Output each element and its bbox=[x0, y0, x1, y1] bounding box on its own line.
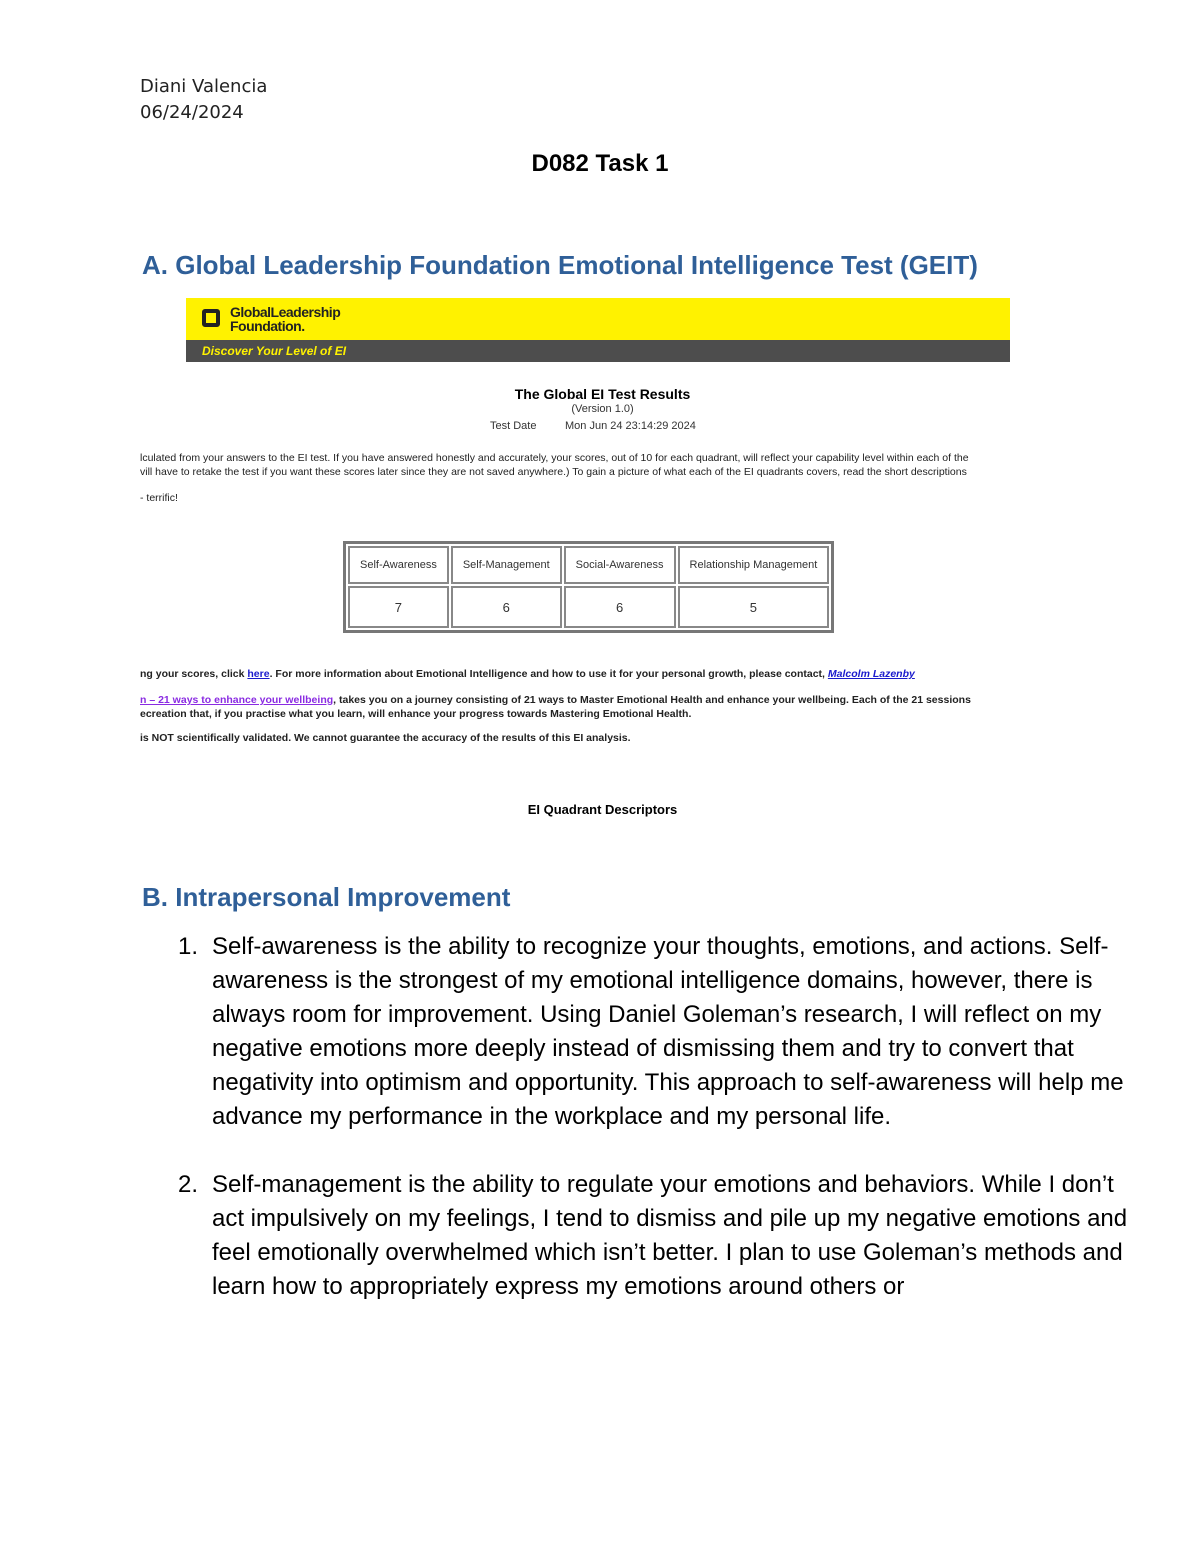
results-note: - terrific! bbox=[140, 492, 178, 504]
list-item-text: Self-awareness is the ability to recognize your thoughts, emotions, and actions. Self-awareness is the strongest of my emotional intelligence domains, however, there is always room for improvement. Using Daniel Goleman’s research, I will reflect on my negative emotions more deeply instead of dismissing them and try to convert that negativity into optimism and opportunity. This approach to self-awareness will help me advance my performance in the workplace and my personal life. bbox=[212, 933, 1124, 1130]
course-line-2: ecreation that, if you practise what you learn, will enhance your progress towards Mastering Emotional Health. bbox=[140, 708, 692, 720]
table-value-row bbox=[348, 586, 829, 628]
section-a-heading: A. Global Leadership Foundation Emotional Intelligence Test (GEIT) bbox=[142, 250, 978, 280]
table-header-cell: Self-Management bbox=[451, 546, 562, 584]
table-header-cell: Relationship Management bbox=[678, 546, 830, 584]
list-number: 1. bbox=[178, 933, 199, 960]
course-text-1: , takes you on a journey consisting of 21 ways to Master Emotional Health and enhance your wellbeing. Each of the 21 sessions bbox=[333, 694, 971, 706]
disclaimer: is NOT scientifically validated. We cannot guarantee the accuracy of the results of this EI analysis. bbox=[140, 732, 631, 744]
logo-line-1: GlobalLeadership bbox=[230, 304, 341, 320]
results-paragraph-line-2: vill have to retake the test if you want these scores later since they are not saved anywhere.) To gain a picture of what each of the EI quadrants covers, read the short descriptions bbox=[140, 466, 967, 478]
course-line-1 bbox=[140, 694, 971, 706]
logo-line-2: Foundation. bbox=[230, 318, 305, 334]
ei-scores-table bbox=[343, 541, 834, 633]
table-header-row bbox=[348, 546, 829, 584]
results-version: (Version 1.0) bbox=[571, 403, 634, 415]
author-date: 06/24/2024 bbox=[140, 102, 244, 123]
list-number: 2. bbox=[178, 1171, 199, 1198]
author-name: Diani Valencia bbox=[140, 76, 268, 97]
document-title: D082 Task 1 bbox=[531, 150, 669, 177]
banner-logo-bar bbox=[186, 298, 1010, 340]
more-info-mid: . For more information about Emotional Intelligence and how to use it for your personal growth, please contact, bbox=[269, 668, 828, 680]
more-info-line bbox=[140, 668, 915, 680]
glf-banner bbox=[186, 298, 1010, 362]
here-link[interactable]: here bbox=[247, 668, 270, 680]
score-cell: 6 bbox=[451, 586, 562, 628]
test-date-label: Test Date bbox=[490, 420, 537, 432]
list-item bbox=[178, 930, 1152, 1134]
score-cell: 6 bbox=[564, 586, 676, 628]
table-header-cell: Self-Awareness bbox=[348, 546, 449, 584]
list-item-text: Self-management is the ability to regulate your emotions and behaviors. While I don’t act impulsively on my feelings, I tend to dismiss and pile up my negative emotions and feel emotionally overwhelmed which isn’t better. I plan to use Goleman’s methods and learn how to appropriately express my emotions around others or bbox=[212, 1171, 1128, 1300]
banner-tagline: Discover Your Level of EI bbox=[186, 340, 1010, 362]
list-item bbox=[178, 1168, 1152, 1304]
more-info-prefix: ng your scores, click bbox=[140, 668, 248, 680]
glf-logo-icon bbox=[202, 309, 220, 327]
test-date-value: Mon Jun 24 23:14:29 2024 bbox=[565, 420, 696, 432]
improvement-list bbox=[142, 930, 1152, 1338]
results-title: The Global EI Test Results bbox=[514, 386, 691, 402]
quadrant-descriptors-title: EI Quadrant Descriptors bbox=[527, 802, 678, 817]
author-block bbox=[140, 74, 267, 126]
contact-link[interactable]: Malcolm Lazenby bbox=[827, 668, 915, 680]
section-b-heading: B. Intrapersonal Improvement bbox=[142, 882, 511, 912]
test-date-row bbox=[490, 420, 696, 432]
table-header-cell: Social-Awareness bbox=[564, 546, 676, 584]
geit-results-screenshot bbox=[140, 296, 1065, 826]
score-cell: 7 bbox=[348, 586, 449, 628]
course-link[interactable]: n – 21 ways to enhance your wellbeing bbox=[140, 694, 334, 706]
score-cell: 5 bbox=[678, 586, 830, 628]
glf-logo-text bbox=[230, 305, 340, 333]
results-paragraph-line-1: lculated from your answers to the EI test. If you have answered honestly and accurately, your scores, out of 10 for each quadrant, will reflect your capability level within each of the bbox=[140, 452, 969, 464]
